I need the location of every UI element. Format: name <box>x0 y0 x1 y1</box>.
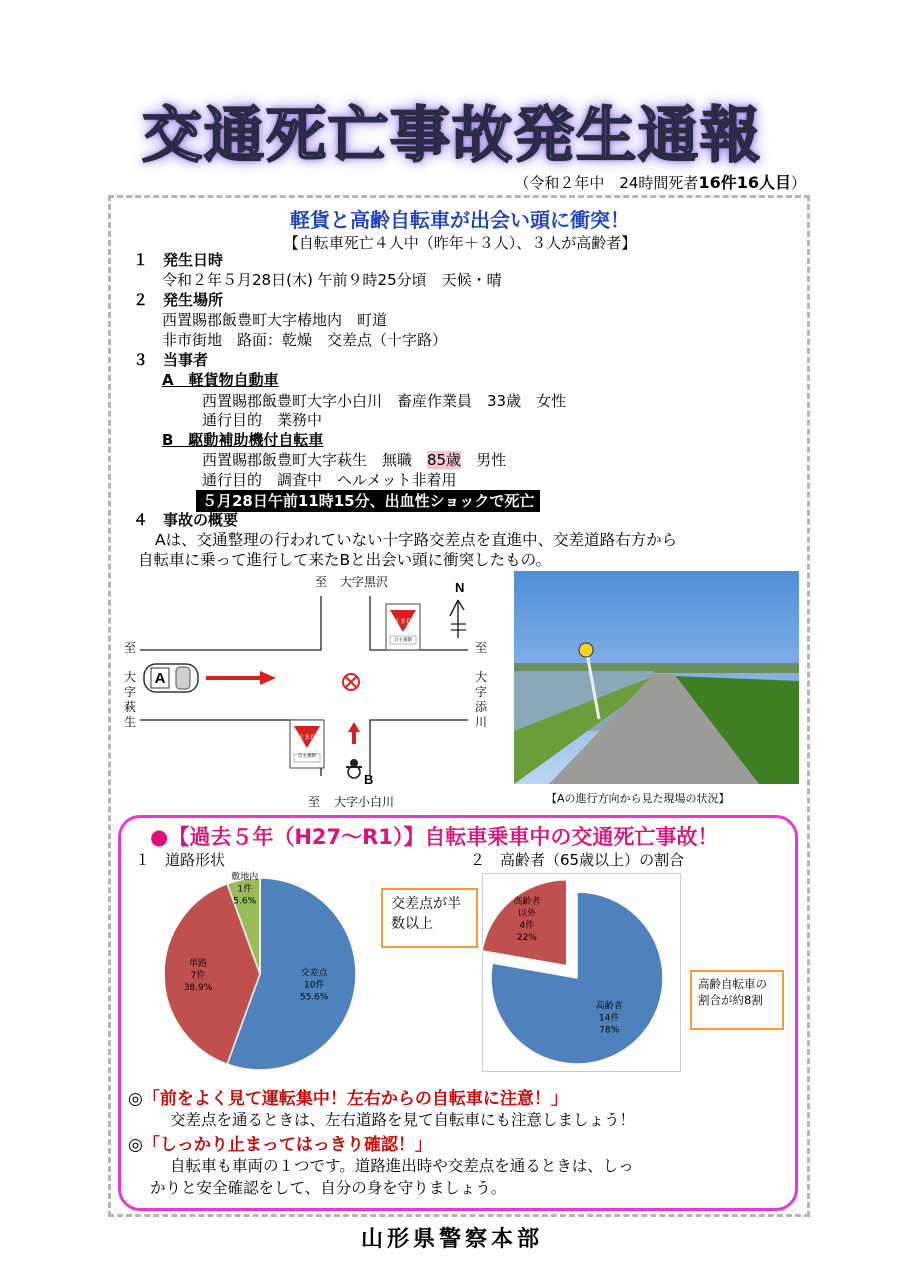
safety-point-2 <box>128 1130 432 1155</box>
safety-point-2-mark: ◎ <box>128 1135 143 1155</box>
party-b-details-pre: 西置賜郡飯豊町大字萩生 無職 <box>202 451 428 469</box>
section-4-title: 事故の概要 <box>163 511 239 529</box>
to-north: 至 <box>315 575 328 589</box>
north-label: N <box>455 580 465 595</box>
safety-point-1-body: 交差点を通るときは、左右道路を見て自転車にも注意しましょう！ <box>170 1111 636 1129</box>
headline: 軽貨と高齢自転車が出会い頭に衝突！ <box>290 208 630 232</box>
stop-sign-text-south: 止まれ <box>297 734 317 741</box>
road-shape-pie-chart <box>150 870 370 1080</box>
section-2-heading <box>133 290 223 310</box>
pie-label-0-2: 78% <box>599 1025 620 1036</box>
road-edge-se <box>370 720 468 776</box>
pie-label-0-1: 14件 <box>598 1013 620 1024</box>
pie-label-2-2: 5.6% <box>233 896 257 907</box>
party-b-age: 85歳 <box>427 451 462 469</box>
party-b-label: B 駆動補助機付自転車 <box>162 431 324 449</box>
callout-elderly: 高齢自転車の割合が約8割 <box>690 970 784 1030</box>
location-line-1: 西置賜郡飯豊町大字椿地内 町道 <box>162 311 388 329</box>
party-a-purpose: 通行目的 業務中 <box>202 411 323 429</box>
pie-label-0-0: 高齢者 <box>595 1001 623 1012</box>
callout-intersection: 交差点が半数以上 <box>381 888 478 948</box>
statistics-header: ●【過去５年（H27〜R1）】自転車乗車中の交通死亡事故！ <box>150 825 719 849</box>
to-south: 至 <box>308 795 321 809</box>
safety-point-2-body-2: かりと安全確認をして、自分の身を守りましょう。 <box>150 1179 507 1197</box>
safety-point-1-mark: ◎ <box>128 1089 143 1109</box>
road-edge-nw <box>140 596 321 650</box>
pie-label-1-0: 単路 <box>188 959 208 969</box>
safety-point-2-body-1: 自転車も車両の１つです。道路進出時や交差点を通るときは、しっ <box>170 1157 634 1175</box>
section-4-heading <box>133 510 238 530</box>
pie-label-1-2: 4件 <box>519 921 535 932</box>
east-place: 大字添川 <box>475 670 488 729</box>
subheadline: 【自転車死亡４人中（昨年＋３人）、３人が高齢者】 <box>283 234 637 252</box>
west-place: 大字萩生 <box>124 670 137 729</box>
pie-label-0-1: 10件 <box>303 980 325 991</box>
car-a-label: A <box>154 670 166 687</box>
pie-label-2-0: 敷地内 <box>231 872 259 883</box>
safety-point-1-text: 「前をよく見て運転集中！左右からの自転車に注意！」 <box>142 1089 568 1109</box>
section-2-number: ２ <box>133 291 149 309</box>
summary-line-1: Aは、交通整理の行われていない十字路交差点を直進中、交差道路右方から <box>155 531 678 549</box>
death-count-note <box>514 170 806 193</box>
stop-sign-subtext-south: 自主規制 <box>298 754 316 759</box>
section-3-heading <box>133 350 208 370</box>
death-count-prefix: （令和２年中 24時間死者 <box>514 174 699 192</box>
bicycle-b-icon <box>346 759 362 778</box>
pie-label-1-0: 高齢者 <box>513 897 541 908</box>
to-west: 至 <box>124 641 137 655</box>
stop-sign-subtext-north: 自主規制 <box>394 638 412 643</box>
car-direction-arrow <box>206 671 276 685</box>
intersection-diagram <box>118 570 508 810</box>
elderly-ratio-pie-chart <box>482 873 682 1073</box>
location-line-2: 非市街地 路面：乾燥 交差点（十字路） <box>162 331 448 349</box>
to-east: 至 <box>475 641 488 655</box>
north-place: 大字黒沢 <box>340 575 389 589</box>
party-b-details-post: 男性 <box>461 451 507 469</box>
pie-label-0-2: 55.6% <box>299 992 329 1003</box>
scene-photo-image <box>514 571 799 784</box>
section-3-number: ３ <box>133 351 149 369</box>
death-count-number: 16件16人目 <box>698 173 791 192</box>
pie-label-1-2: 38.9% <box>183 983 213 993</box>
issuer-footer: 山形県警察本部 <box>360 1227 543 1252</box>
section-3-title: 当事者 <box>163 351 209 369</box>
pie-label-1-3: 22% <box>516 933 537 944</box>
party-a-label: A 軽貨物自動車 <box>162 371 279 389</box>
north-arrow-icon <box>450 600 466 638</box>
south-place: 大字小白川 <box>334 795 395 809</box>
party-b-death-notice: ５月28日午前11時15分、出血性ショックで死亡 <box>196 490 540 512</box>
party-b-purpose: 通行目的 調査中 ヘルメット非着用 <box>202 471 457 489</box>
death-count-suffix: ） <box>790 174 806 192</box>
stop-sign-text-north: 止まれ <box>393 618 413 625</box>
pie-label-2-1: 1件 <box>237 884 253 895</box>
section-1-number: １ <box>133 251 149 269</box>
bicycle-b-label: B <box>364 772 374 787</box>
section-1-title: 発生日時 <box>163 251 224 269</box>
chart-2-title: ２ 高齢者（65歳以上）の割合 <box>470 851 685 869</box>
pie-label-1-1: 7件 <box>190 971 206 981</box>
section-1-heading <box>133 250 223 270</box>
stop-sign-icon-north <box>386 604 420 650</box>
scene-photo <box>514 571 799 784</box>
party-b-details <box>202 450 506 470</box>
stop-sign-icon-south <box>290 720 324 768</box>
section-2-title: 発生場所 <box>163 291 224 309</box>
summary-line-2: 自転車に乗って進行して来たBと出会い頭に衝突したもの。 <box>138 551 552 569</box>
photo-caption: 【Aの進行方向から見た現場の状況】 <box>546 792 730 805</box>
bike-direction-arrow <box>348 722 360 744</box>
page-title: 交通死亡事故発生通報 <box>142 101 762 171</box>
party-a-details: 西置賜郡飯豊町大字小白川 畜産作業員 33歳 女性 <box>202 392 567 410</box>
pie-label-1-1: 以外 <box>517 909 536 920</box>
safety-point-1 <box>128 1084 568 1109</box>
collision-point-icon <box>343 674 359 690</box>
occurrence-datetime: 令和２年５月28日(木) 午前９時25分頃 天候・晴 <box>162 271 502 289</box>
section-4-number: ４ <box>133 511 149 529</box>
chart-1-title: １ 道路形状 <box>135 851 226 869</box>
car-a-icon <box>144 664 198 692</box>
safety-point-2-text: 「しっかり止まってはっきり確認！」 <box>142 1135 432 1155</box>
pie-label-0-0: 交差点 <box>300 968 328 979</box>
